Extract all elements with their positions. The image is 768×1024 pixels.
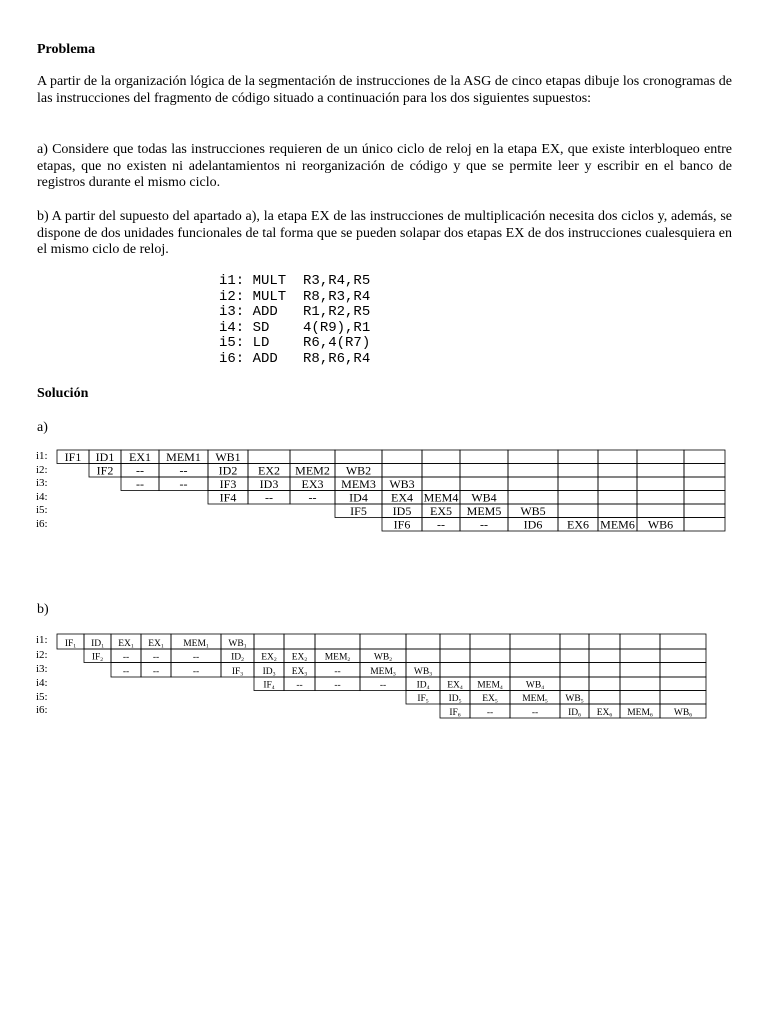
stage-label: EX2: [261, 652, 277, 663]
stage-label: ID4: [349, 490, 368, 505]
pipeline-table-b: [57, 634, 706, 719]
stage-label: MEM2: [324, 652, 351, 663]
stage-label: --: [192, 667, 200, 677]
case-a-paragraph: a) Considere que todas las instrucciones requieren de un único ciclo de reloj en la etapa EX, que existe interbloqueo entre etapas, que no existen ni adelantamientos ni reorganización de código y que se permite leer y escribir en el banco de registros durante el mismo ciclo.: [37, 142, 732, 190]
stage-label: MEM1: [183, 639, 209, 650]
table-cell: [589, 663, 620, 678]
stage-label: --: [122, 667, 130, 677]
table-cell: [510, 634, 560, 649]
solution-heading: Solución: [37, 386, 89, 401]
row-label: i5:: [36, 690, 48, 703]
stage-label: WB1: [215, 450, 241, 464]
table-cell: [558, 464, 598, 478]
code-line: i6: ADD R8,R6,R4: [219, 350, 371, 367]
table-cell: [589, 691, 620, 705]
problem-intro-paragraph: A partir de la organización lógica de la segmentación de instrucciones de la ASG de cinco etapas dibuje los cronogramas de las instrucciones del fragmento de código situado a continuación para los dos siguientes supuestos:: [37, 74, 732, 106]
table-cell: [660, 691, 706, 705]
stage-label: --: [152, 652, 160, 663]
table-cell: [684, 477, 725, 491]
table-cell: [684, 450, 725, 464]
stage-label: WB5: [520, 504, 546, 518]
stage-label: IF3: [219, 477, 237, 491]
stage-label: EX5: [430, 504, 452, 518]
stage-label: ID6: [568, 708, 581, 719]
table-cell: [470, 663, 510, 678]
row-label: i4:: [36, 677, 48, 689]
stage-label: IF4: [263, 680, 275, 691]
stage-label: ID1: [95, 450, 115, 464]
stage-label: MEM4: [423, 490, 459, 505]
table-cell: [620, 663, 660, 678]
table-cell: [637, 450, 684, 464]
stage-label: IF5: [350, 504, 367, 518]
stage-label: EX6: [567, 517, 589, 532]
code-line: i2: MULT R8,R3,R4: [219, 288, 371, 305]
stage-label: MEM6: [627, 708, 653, 719]
table-cell: [422, 450, 460, 464]
table-cell: [422, 477, 460, 491]
table-cell: [406, 649, 440, 663]
stage-label: IF2: [91, 652, 104, 663]
table-cell: [558, 450, 598, 464]
table-cell: [460, 450, 508, 464]
row-label: i6:: [36, 704, 48, 716]
stage-label: MEM4: [477, 680, 503, 691]
code-line: i1: MULT R3,R4,R5: [219, 273, 371, 289]
stage-label: IF4: [219, 490, 237, 505]
table-cell: [560, 634, 589, 649]
stage-label: --: [152, 667, 160, 677]
part-a-label: a): [37, 420, 48, 435]
table-cell: [620, 677, 660, 691]
table-cell: [290, 450, 335, 464]
stage-label: --: [531, 708, 539, 718]
stage-label: ID3: [262, 667, 276, 678]
table-cell: [315, 634, 360, 649]
stage-label: --: [379, 680, 387, 691]
stage-label: MEM2: [295, 463, 330, 478]
table-cell: [684, 464, 725, 478]
table-cell: [637, 491, 684, 505]
stage-label: WB2: [373, 652, 393, 663]
row-label: i1:: [36, 634, 48, 646]
table-cell: [660, 663, 706, 678]
table-cell: [620, 691, 660, 705]
table-cell: [560, 663, 589, 678]
table-cell: [422, 464, 460, 478]
table-cell: [558, 491, 598, 505]
stage-label: --: [334, 680, 341, 691]
stage-label: WB4: [525, 680, 545, 691]
table-cell: [382, 464, 422, 478]
table-cell: [660, 677, 706, 691]
row-label: i3:: [36, 477, 48, 489]
stage-label: EX4: [391, 490, 413, 505]
code-line: i5: LD R6,4(R7): [219, 335, 371, 352]
table-cell: [660, 649, 706, 663]
stage-label: MEM5: [466, 504, 502, 518]
stage-label: MEM3: [370, 667, 396, 678]
stage-label: IF6: [393, 517, 411, 532]
stage-label: WB5: [565, 694, 584, 705]
stage-label: WB6: [673, 708, 693, 719]
table-cell: [335, 450, 382, 464]
table-cell: [637, 477, 684, 491]
stage-label: WB1: [228, 639, 247, 650]
table-cell: [684, 491, 725, 505]
stage-label: EX1: [148, 639, 164, 650]
stage-label: WB4: [471, 490, 497, 505]
table-cell: [460, 477, 508, 491]
table-cell: [589, 677, 620, 691]
row-label: i2:: [36, 649, 48, 661]
row-label: i6:: [36, 517, 48, 530]
row-label: i5:: [36, 504, 48, 516]
stage-label: EX2: [291, 652, 308, 663]
table-cell: [440, 649, 470, 663]
stage-label: WB3: [389, 477, 415, 491]
table-cell: [558, 477, 598, 491]
table-cell: [510, 649, 560, 663]
problem-heading: Problema: [37, 42, 96, 57]
stage-label: ID3: [259, 477, 279, 491]
stage-label: --: [122, 652, 130, 663]
stage-label: --: [179, 477, 188, 491]
stage-label: ID1: [91, 639, 104, 650]
table-cell: [598, 464, 637, 478]
table-cell: [360, 634, 406, 649]
stage-label: IF2: [96, 463, 114, 478]
stage-label: --: [486, 708, 494, 718]
stage-label: EX1: [129, 450, 151, 464]
table-cell: [254, 634, 284, 649]
table-cell: [440, 663, 470, 678]
table-cell: [440, 634, 470, 649]
stage-label: ID5: [392, 504, 412, 518]
row-label: i1:: [36, 450, 48, 462]
stage-label: IF3: [231, 667, 244, 678]
stage-label: --: [334, 667, 341, 677]
stage-label: WB3: [413, 667, 433, 678]
table-cell: [248, 450, 290, 464]
stage-label: MEM1: [166, 450, 201, 464]
stage-label: ID6: [523, 517, 543, 532]
table-cell: [558, 504, 598, 518]
table-cell: [589, 634, 620, 649]
table-cell: [560, 649, 589, 663]
stage-label: --: [136, 463, 144, 478]
table-cell: [598, 450, 637, 464]
stage-label: --: [192, 652, 200, 663]
table-cell: [598, 491, 637, 505]
table-cell: [684, 518, 725, 532]
row-label: i3:: [36, 662, 48, 675]
table-cell: [637, 504, 684, 518]
stage-label: EX4: [447, 680, 463, 691]
row-label: i2:: [36, 463, 48, 476]
part-b-label: b): [37, 602, 49, 617]
stage-label: IF1: [64, 639, 77, 650]
stage-label: MEM6: [600, 517, 635, 532]
table-cell: [470, 649, 510, 663]
table-cell: [598, 477, 637, 491]
table-cell: [508, 477, 558, 491]
table-cell: [660, 634, 706, 649]
code-line: i4: SD 4(R9),R1: [219, 319, 371, 336]
stage-label: --: [136, 477, 144, 491]
stage-label: --: [179, 463, 188, 478]
table-cell: [470, 634, 510, 649]
stage-label: --: [308, 490, 317, 505]
code-line: i3: ADD R1,R2,R5: [219, 304, 371, 321]
stage-label: EX3: [301, 477, 324, 491]
table-cell: [684, 504, 725, 518]
stage-label: IF6: [449, 708, 461, 719]
stage-label: ID2: [231, 652, 244, 663]
stage-label: IF1: [64, 450, 82, 464]
stage-label: MEM5: [522, 694, 548, 705]
stage-label: ID2: [218, 463, 238, 478]
table-cell: [508, 491, 558, 505]
stage-label: IF5: [417, 694, 429, 705]
stage-label: --: [480, 517, 488, 532]
row-label: i4:: [36, 490, 48, 503]
stage-label: --: [265, 490, 273, 505]
table-cell: [620, 649, 660, 663]
stage-label: EX3: [291, 667, 308, 678]
table-cell: [508, 450, 558, 464]
stage-label: --: [437, 517, 445, 532]
stage-label: ID5: [448, 694, 462, 705]
table-cell: [560, 677, 589, 691]
table-cell: [598, 504, 637, 518]
stage-label: EX5: [482, 694, 498, 705]
stage-label: MEM3: [341, 477, 376, 491]
case-b-paragraph: b) A partir del supuesto del apartado a), la etapa EX de las instrucciones de multiplicación necesita dos ciclos y, además, se dispone de dos unidades funcionales de tal forma que se pueden solapar dos etapas EX de dos instrucciones cualesquiera en el mismo ciclo de reloj.: [37, 209, 732, 257]
table-cell: [382, 450, 422, 464]
table-cell: [510, 663, 560, 678]
table-cell: [620, 634, 660, 649]
table-cell: [284, 634, 315, 649]
table-cell: [589, 649, 620, 663]
stage-label: EX1: [118, 639, 134, 650]
stage-label: WB2: [345, 463, 372, 478]
table-cell: [637, 464, 684, 478]
stage-label: --: [296, 680, 303, 691]
table-cell: [460, 464, 508, 478]
stage-label: EX2: [258, 463, 280, 478]
stage-label: EX6: [596, 708, 613, 719]
stage-label: ID4: [416, 680, 430, 691]
table-cell: [508, 464, 558, 478]
table-cell: [406, 634, 440, 649]
stage-label: WB6: [647, 517, 674, 532]
pipeline-table-a: [57, 450, 725, 532]
